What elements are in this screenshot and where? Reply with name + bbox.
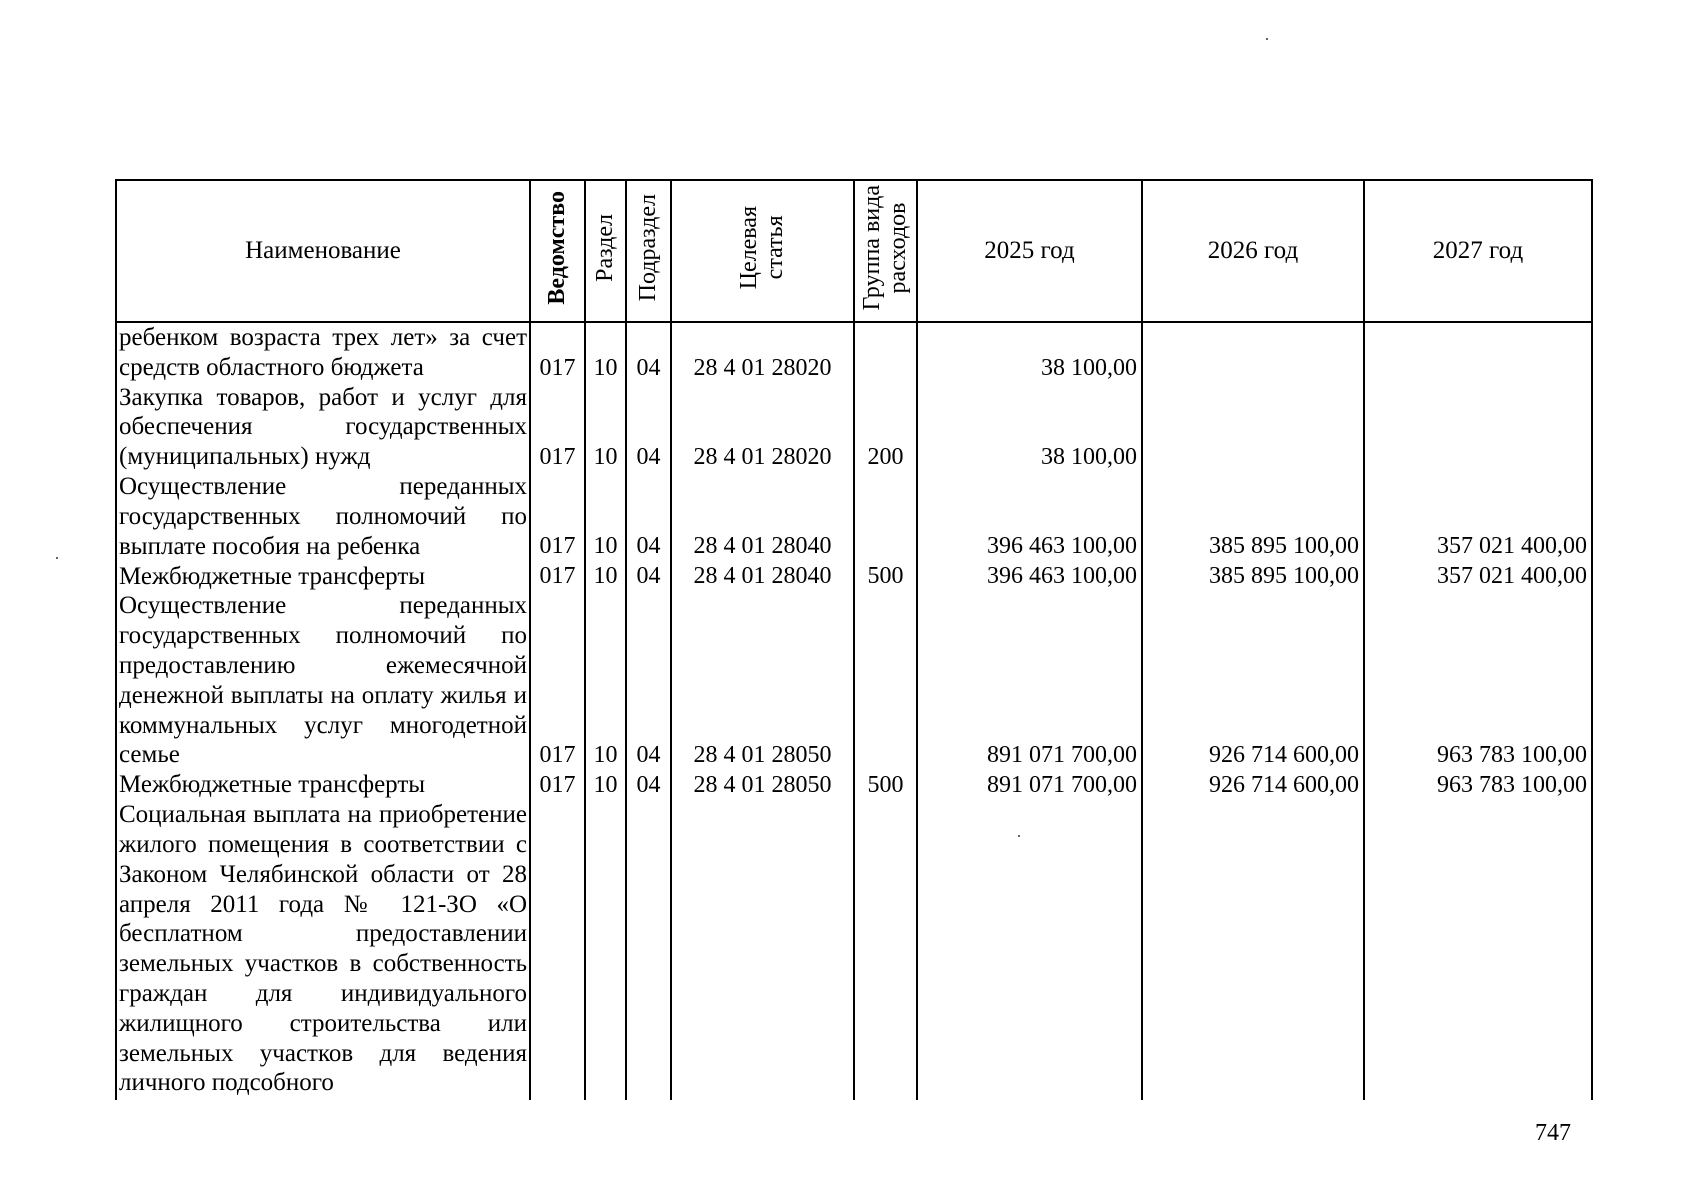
row-amount-2027: 357 021 400,00 — [1364, 561, 1592, 591]
row-razdel: 10 — [585, 770, 626, 800]
table-row — [116, 800, 1592, 1100]
row-amount-2025: 396 463 100,00 — [917, 472, 1142, 561]
scan-speck — [1018, 835, 1020, 837]
row-amount-2027 — [1364, 383, 1592, 472]
row-amount-2025: 396 463 100,00 — [917, 561, 1142, 591]
row-razdel: 10 — [585, 383, 626, 472]
row-amount-2026: 385 895 100,00 — [1142, 561, 1364, 591]
row-gruppa: 500 — [854, 561, 917, 591]
header-podrazdel: Подраздел — [626, 180, 671, 322]
budget-table — [115, 179, 1593, 1100]
row-amount-2026: 385 895 100,00 — [1142, 472, 1364, 561]
row-celevaya-statya: 28 4 01 28020 — [671, 322, 854, 383]
row-razdel — [585, 800, 626, 1100]
row-celevaya-statya: 28 4 01 28040 — [671, 561, 854, 591]
header-year-2025: 2025 год — [917, 180, 1142, 322]
scan-speck — [56, 557, 58, 559]
row-amount-2027: 963 783 100,00 — [1364, 770, 1592, 800]
row-name: Осуществление переданных государственных полномочий по предоставлению ежемесячной денежной выплаты на оплату жилья и коммунальных услуг многодетной семье — [116, 591, 530, 770]
row-name: ребенком возраста трех лет» за счет средств областного бюджета — [116, 322, 530, 383]
row-vedomstvo: 017 — [530, 770, 585, 800]
row-vedomstvo: 017 — [530, 561, 585, 591]
row-gruppa — [854, 800, 917, 1100]
row-name: Закупка товаров, работ и услуг для обеспечения государственных (муниципальных) нужд — [116, 383, 530, 472]
row-gruppa — [854, 591, 917, 770]
header-gruppa-vida-rashodov: Группа вида расходов — [854, 180, 917, 322]
row-amount-2027 — [1364, 800, 1592, 1100]
row-amount-2027: 357 021 400,00 — [1364, 472, 1592, 561]
row-vedomstvo — [530, 800, 585, 1100]
row-gruppa — [854, 472, 917, 561]
row-gruppa: 500 — [854, 770, 917, 800]
row-name: Осуществление переданных государственных полномочий по выплате пособия на ребенка — [116, 472, 530, 561]
row-amount-2025: 891 071 700,00 — [917, 591, 1142, 770]
row-podrazdel: 04 — [626, 472, 671, 561]
row-name: Межбюджетные трансферты — [116, 561, 530, 591]
table-header-row — [116, 180, 1592, 322]
row-podrazdel: 04 — [626, 591, 671, 770]
header-year-2027: 2027 год — [1364, 180, 1592, 322]
row-celevaya-statya — [671, 800, 854, 1100]
table-row — [116, 561, 1592, 591]
row-celevaya-statya: 28 4 01 28050 — [671, 770, 854, 800]
table-row — [116, 383, 1592, 472]
row-amount-2025: 38 100,00 — [917, 383, 1142, 472]
row-razdel: 10 — [585, 322, 626, 383]
table-row — [116, 591, 1592, 770]
row-podrazdel — [626, 800, 671, 1100]
table-row — [116, 472, 1592, 561]
row-amount-2026 — [1142, 800, 1364, 1100]
header-name: Наименование — [116, 180, 530, 322]
row-name: Межбюджетные трансферты — [116, 770, 530, 800]
table-row — [116, 322, 1592, 383]
row-vedomstvo: 017 — [530, 591, 585, 770]
row-name: Социальная выплата на приобретение жилого помещения в соответствии с Законом Челябинской области от 28 апреля 2011 года № 121-ЗО «О бесплатном предоставлении земельных участков в собственность граждан для индивидуального жилищного строительства или земельных участков для ведения личного подсобного — [116, 800, 530, 1100]
row-podrazdel: 04 — [626, 322, 671, 383]
header-year-2026: 2026 год — [1142, 180, 1364, 322]
row-amount-2026: 926 714 600,00 — [1142, 591, 1364, 770]
row-podrazdel: 04 — [626, 770, 671, 800]
scan-speck — [1266, 38, 1268, 40]
row-amount-2027 — [1364, 322, 1592, 383]
header-celevaya-statya: Целевая статья — [671, 180, 854, 322]
header-razdel: Раздел — [585, 180, 626, 322]
row-amount-2026 — [1142, 383, 1364, 472]
row-razdel: 10 — [585, 472, 626, 561]
row-razdel: 10 — [585, 591, 626, 770]
row-amount-2026: 926 714 600,00 — [1142, 770, 1364, 800]
row-celevaya-statya: 28 4 01 28040 — [671, 472, 854, 561]
table-row — [116, 770, 1592, 800]
row-vedomstvo: 017 — [530, 322, 585, 383]
row-vedomstvo: 017 — [530, 472, 585, 561]
row-amount-2025: 38 100,00 — [917, 322, 1142, 383]
row-podrazdel: 04 — [626, 561, 671, 591]
row-gruppa: 200 — [854, 383, 917, 472]
row-celevaya-statya: 28 4 01 28020 — [671, 383, 854, 472]
row-celevaya-statya: 28 4 01 28050 — [671, 591, 854, 770]
row-amount-2025: 891 071 700,00 — [917, 770, 1142, 800]
row-amount-2027: 963 783 100,00 — [1364, 591, 1592, 770]
row-vedomstvo: 017 — [530, 383, 585, 472]
header-vedomstvo: Ведомство — [530, 180, 585, 322]
page-number: 747 — [1535, 1120, 1571, 1146]
row-amount-2025 — [917, 800, 1142, 1100]
row-podrazdel: 04 — [626, 383, 671, 472]
row-razdel: 10 — [585, 561, 626, 591]
row-amount-2026 — [1142, 322, 1364, 383]
row-gruppa — [854, 322, 917, 383]
